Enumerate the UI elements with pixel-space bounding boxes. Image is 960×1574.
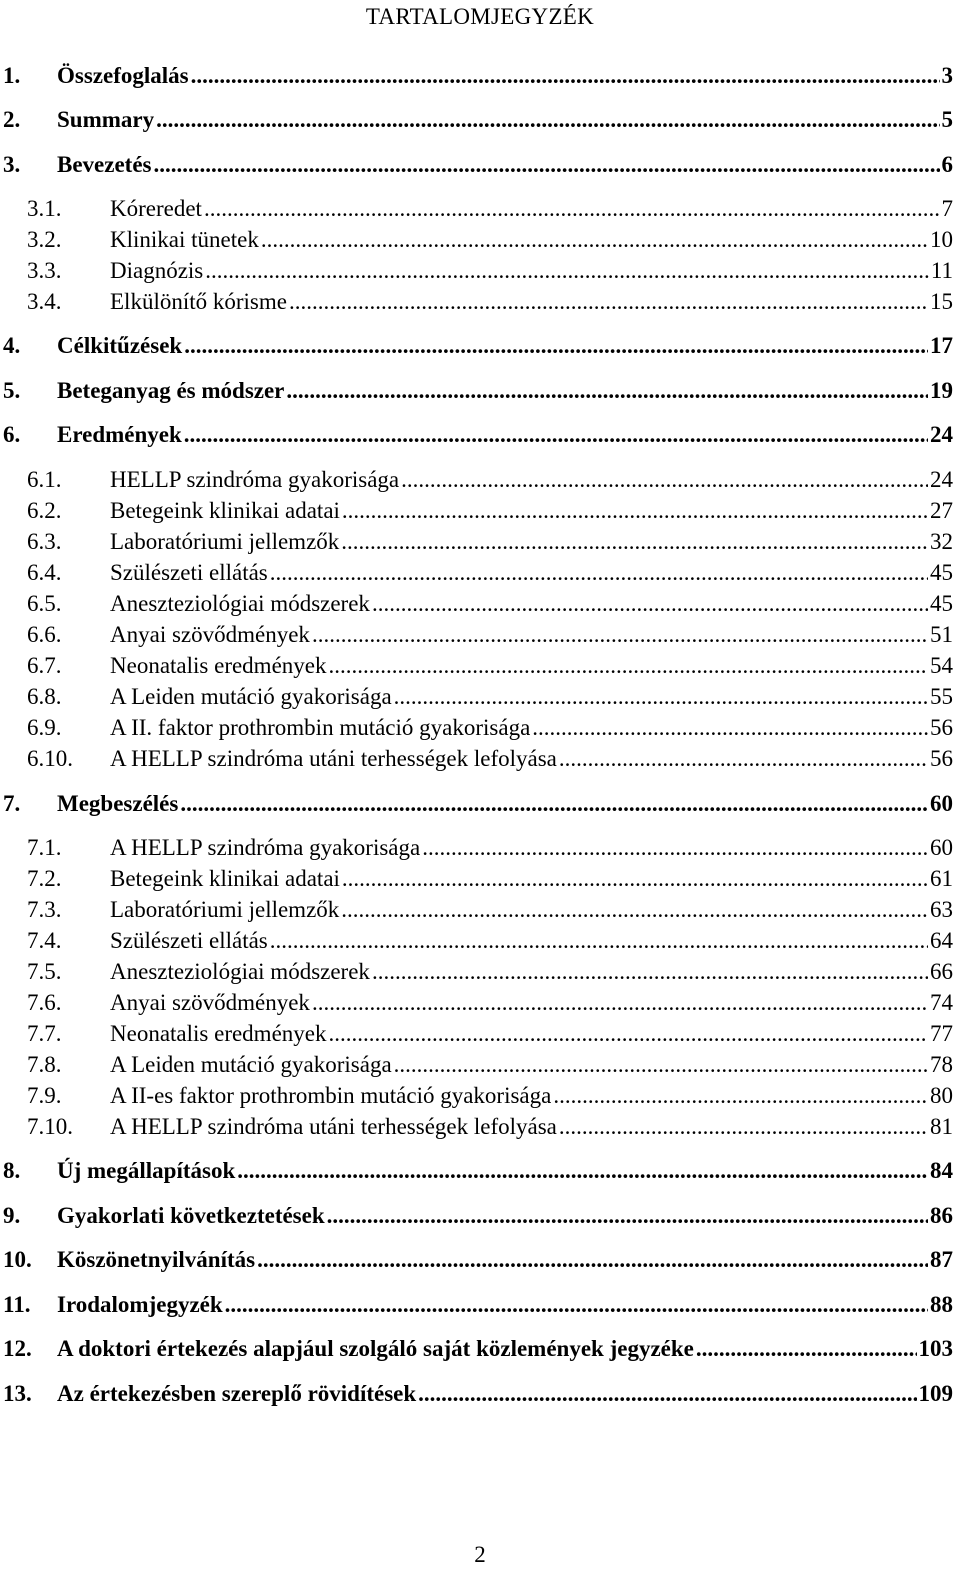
toc-entry-row [110,1113,953,1141]
toc-entry-row [57,1335,953,1363]
toc-entry-number: 7.4. [27,928,62,953]
toc-entry-number: 5. [3,378,21,403]
toc-entry-label: Anyai szövődmények [110,622,310,647]
toc-entry-row [110,927,953,955]
toc-entry [0,559,960,587]
dot-leader [257,1246,928,1274]
dot-leader [225,1291,928,1319]
toc-entry-label: Diagnózis [110,258,204,283]
toc-entry-row [110,896,953,924]
toc-entry-page: 77 [930,1021,953,1046]
toc-entry-label: Gyakorlati következtetések [57,1203,325,1228]
toc-entry [0,745,960,773]
dot-leader [270,927,928,955]
toc-entry-page: 11 [930,258,953,283]
toc-entry [0,1202,960,1230]
toc-entry-page: 64 [930,928,953,953]
toc-entry-page: 32 [930,529,953,554]
dot-leader [394,683,928,711]
toc-entry-number: 12. [3,1336,32,1361]
dot-leader [329,652,929,680]
toc-entry [0,195,960,223]
toc-entry-number: 7.1. [27,835,62,860]
toc-entry-page: 15 [930,289,953,314]
toc-entry-label: Szülészeti ellátás [110,928,268,953]
toc-entry-row [110,683,953,711]
toc-entry-row [110,989,953,1017]
dot-leader [553,1082,928,1110]
toc-entry-number: 2. [3,107,21,132]
toc-entry [0,958,960,986]
toc-entry-page: 80 [930,1083,953,1108]
dot-leader [286,377,928,405]
toc-entry-page: 45 [930,560,953,585]
toc-entry-label: Beteganyag és módszer [57,378,285,403]
toc-entry-row [110,195,953,223]
toc-entry [0,834,960,862]
toc-entry-number: 6.1. [27,467,62,492]
toc-entry-number: 7.9. [27,1083,62,1108]
toc-entry-row [110,497,953,525]
dot-leader [559,745,928,773]
toc-entry [0,1291,960,1319]
toc-entry-label: Aneszteziológiai módszerek [110,591,370,616]
dot-leader [154,151,940,179]
toc-entry-label: Új megállapítások [57,1158,236,1183]
toc-entry-page: 27 [930,498,953,523]
toc-entry-row [57,151,953,179]
toc-entry-label: Eredmények [57,422,182,447]
toc-entry-page: 87 [930,1247,953,1272]
toc-entry [0,257,960,285]
toc-entry-page: 61 [930,866,953,891]
toc-entry-number: 3.4. [27,289,62,314]
toc-entry-row [57,332,953,360]
dot-leader [394,1051,928,1079]
toc-entry-row [110,1020,953,1048]
toc-entry-number: 6.7. [27,653,62,678]
toc-entry [0,421,960,449]
toc-entry-row [57,790,953,818]
toc-entry-label: Neonatalis eredmények [110,653,327,678]
toc-entry [0,151,960,179]
toc-entry-number: 6.3. [27,529,62,554]
toc-entry-page: 86 [930,1203,953,1228]
toc-entry-label: Laboratóriumi jellemzők [110,897,340,922]
toc-entry-number: 6.9. [27,715,62,740]
toc-entry-row [110,559,953,587]
toc-entry-row [110,714,953,742]
toc-entry-page: 63 [930,897,953,922]
dot-leader [341,528,928,556]
dot-leader [341,896,928,924]
toc-entry-page: 45 [930,591,953,616]
toc-entry-label: Szülészeti ellátás [110,560,268,585]
dot-leader [401,466,928,494]
dot-leader [559,1113,928,1141]
toc-entry-number: 6.6. [27,622,62,647]
toc-entry-number: 13. [3,1381,32,1406]
toc-entry-number: 3.2. [27,227,62,252]
dot-leader [418,1380,916,1408]
toc-entry-number: 8. [3,1158,21,1183]
toc-entry-label: Betegeink klinikai adatai [110,866,340,891]
dot-leader [191,62,940,90]
toc-entry-number: 6.8. [27,684,62,709]
toc-entry [0,62,960,90]
dot-leader [261,226,928,254]
toc-entry [0,683,960,711]
dot-leader [342,865,928,893]
toc-entry [0,1082,960,1110]
dot-leader [270,559,928,587]
toc-entry-label: Irodalomjegyzék [57,1292,223,1317]
toc-entry-row [57,1291,953,1319]
toc-entry-page: 24 [930,422,953,447]
toc-entry-page: 10 [930,227,953,252]
toc-entry [0,927,960,955]
toc-entry-number: 1. [3,63,21,88]
dot-leader [184,332,928,360]
dot-leader [532,714,928,742]
toc-entry-number: 11. [3,1292,31,1317]
toc-entry [0,790,960,818]
toc-entry [0,226,960,254]
toc-entry [0,1051,960,1079]
toc-entry [0,865,960,893]
dot-leader [372,590,928,618]
toc-entry-label: Köszönetnyilvánítás [57,1247,256,1272]
toc-entry-label: Elkülönítő kórisme [110,289,287,314]
toc-entry [0,106,960,134]
toc-entry-number: 7.3. [27,897,62,922]
toc-entry-number: 7.6. [27,990,62,1015]
toc-entry-row [110,958,953,986]
toc-entry-number: 7. [3,791,21,816]
toc-entry-page: 5 [941,107,953,132]
dot-leader [205,257,929,285]
dot-leader [184,421,928,449]
toc-entry-page: 6 [941,152,953,177]
toc-entry-number: 3. [3,152,21,177]
toc-entry-page: 56 [930,746,953,771]
dot-leader [289,288,928,316]
toc-entry-page: 60 [930,791,953,816]
toc-entry-number: 6.2. [27,498,62,523]
toc-entry-row [110,652,953,680]
toc-entry [0,1380,960,1408]
toc-entry [0,332,960,360]
toc-entry-row [57,62,953,90]
toc-entry [0,1335,960,1363]
toc-entry-row [110,466,953,494]
toc-entry-page: 56 [930,715,953,740]
toc-entry-page: 109 [918,1381,953,1406]
toc-entry-number: 10. [3,1247,32,1272]
toc-entry-row [110,834,953,862]
toc-entry-label: A Leiden mutáció gyakorisága [110,684,392,709]
toc-entry-row [57,377,953,405]
toc-entry-label: HELLP szindróma gyakorisága [110,467,400,492]
dot-leader [156,106,939,134]
toc-entry-label: Bevezetés [57,152,152,177]
toc-entry-page: 3 [941,63,953,88]
toc-entry-page: 17 [930,333,953,358]
toc-entry-row [110,288,953,316]
toc-entry-page: 19 [930,378,953,403]
toc-entry-number: 7.7. [27,1021,62,1046]
toc-entry [0,288,960,316]
toc-entry-number: 3.1. [27,196,62,221]
toc-entry-label: Summary [57,107,155,132]
toc-entry-label: Neonatalis eredmények [110,1021,327,1046]
toc-entry [0,377,960,405]
toc-entry-label: A doktori értekezés alapjául szolgáló saját közlemények jegyzéke [57,1336,694,1361]
toc-entry-label: Laboratóriumi jellemzők [110,529,340,554]
toc-entry-row [57,106,953,134]
toc-entry [0,989,960,1017]
toc-entry-row [110,1051,953,1079]
toc-entry-number: 7.2. [27,866,62,891]
toc-entry-page: 24 [930,467,953,492]
dot-leader [204,195,940,223]
toc-entry-label: A II. faktor prothrombin mutáció gyakorisága [110,715,531,740]
toc-entry-page: 78 [930,1052,953,1077]
toc-entry-label: Kóreredet [110,196,202,221]
toc-entry [0,497,960,525]
toc-entry-page: 7 [941,196,953,221]
toc-entry [0,590,960,618]
toc-entry-row [57,421,953,449]
toc-entry [0,1113,960,1141]
toc-entry [0,896,960,924]
toc-entry-label: A II-es faktor prothrombin mutáció gyakorisága [110,1083,552,1108]
toc-entry-page: 88 [930,1292,953,1317]
toc-entry-number: 7.10. [27,1114,73,1139]
toc-entry [0,466,960,494]
toc-entry-label: Betegeink klinikai adatai [110,498,340,523]
toc-entry-number: 9. [3,1203,21,1228]
dot-leader [312,621,928,649]
toc-entry-row [110,621,953,649]
toc-entry-page: 51 [930,622,953,647]
toc-entry-label: Megbeszélés [57,791,179,816]
toc-entry-row [110,590,953,618]
toc-entry-label: A HELLP szindróma utáni terhességek lefolyása [110,1114,557,1139]
toc-entry-label: Anyai szövődmények [110,990,310,1015]
toc-entry-page: 66 [930,959,953,984]
toc-entry-page: 60 [930,835,953,860]
toc-entry-row [110,528,953,556]
toc-entry-label: A HELLP szindróma utáni terhességek lefolyása [110,746,557,771]
toc-entry [0,528,960,556]
toc-entry-label: Klinikai tünetek [110,227,259,252]
toc-entry [0,652,960,680]
toc-entry-label: Aneszteziológiai módszerek [110,959,370,984]
toc-entry-label: Célkitűzések [57,333,183,358]
toc-entry [0,1020,960,1048]
toc-entry-number: 6.4. [27,560,62,585]
toc-entry-label: A Leiden mutáció gyakorisága [110,1052,392,1077]
toc-entry-row [110,226,953,254]
toc-entry-number: 7.8. [27,1052,62,1077]
toc-entry-number: 6.5. [27,591,62,616]
toc-entry-page: 74 [930,990,953,1015]
toc-entry-row [57,1380,953,1408]
dot-leader [372,958,928,986]
toc-entry-number: 7.5. [27,959,62,984]
page-number: 2 [474,1542,486,1567]
dot-leader [329,1020,929,1048]
toc-entry-label: A HELLP szindróma gyakorisága [110,835,421,860]
toc-entry-label: Összefoglalás [57,63,189,88]
dot-leader [180,790,928,818]
toc-entry-number: 6.10. [27,746,73,771]
dot-leader [237,1157,928,1185]
toc-entry-page: 84 [930,1158,953,1183]
dot-leader [696,1335,917,1363]
toc-entry-row [110,257,953,285]
toc-entry-row [57,1157,953,1185]
dot-leader [342,497,928,525]
toc-entry-page: 54 [930,653,953,678]
toc-entry-page: 81 [930,1114,953,1139]
toc-entry-row [110,1082,953,1110]
dot-leader [422,834,928,862]
toc-entry-row [57,1202,953,1230]
toc-entry [0,1246,960,1274]
toc-entry [0,621,960,649]
toc-entry-page: 55 [930,684,953,709]
toc-entry-row [110,745,953,773]
toc-entry-row [57,1246,953,1274]
toc-title: TARTALOMJEGYZÉK [365,4,595,29]
toc-entry-page: 103 [918,1336,953,1361]
dot-leader [312,989,928,1017]
toc-entry-number: 3.3. [27,258,62,283]
toc-entry [0,1157,960,1185]
toc-entry [0,714,960,742]
toc-entry-label: Az értekezésben szereplő rövidítések [57,1381,417,1406]
toc-entry-number: 4. [3,333,21,358]
toc-entry-row [110,865,953,893]
toc-entry-number: 6. [3,422,21,447]
dot-leader [327,1202,928,1230]
